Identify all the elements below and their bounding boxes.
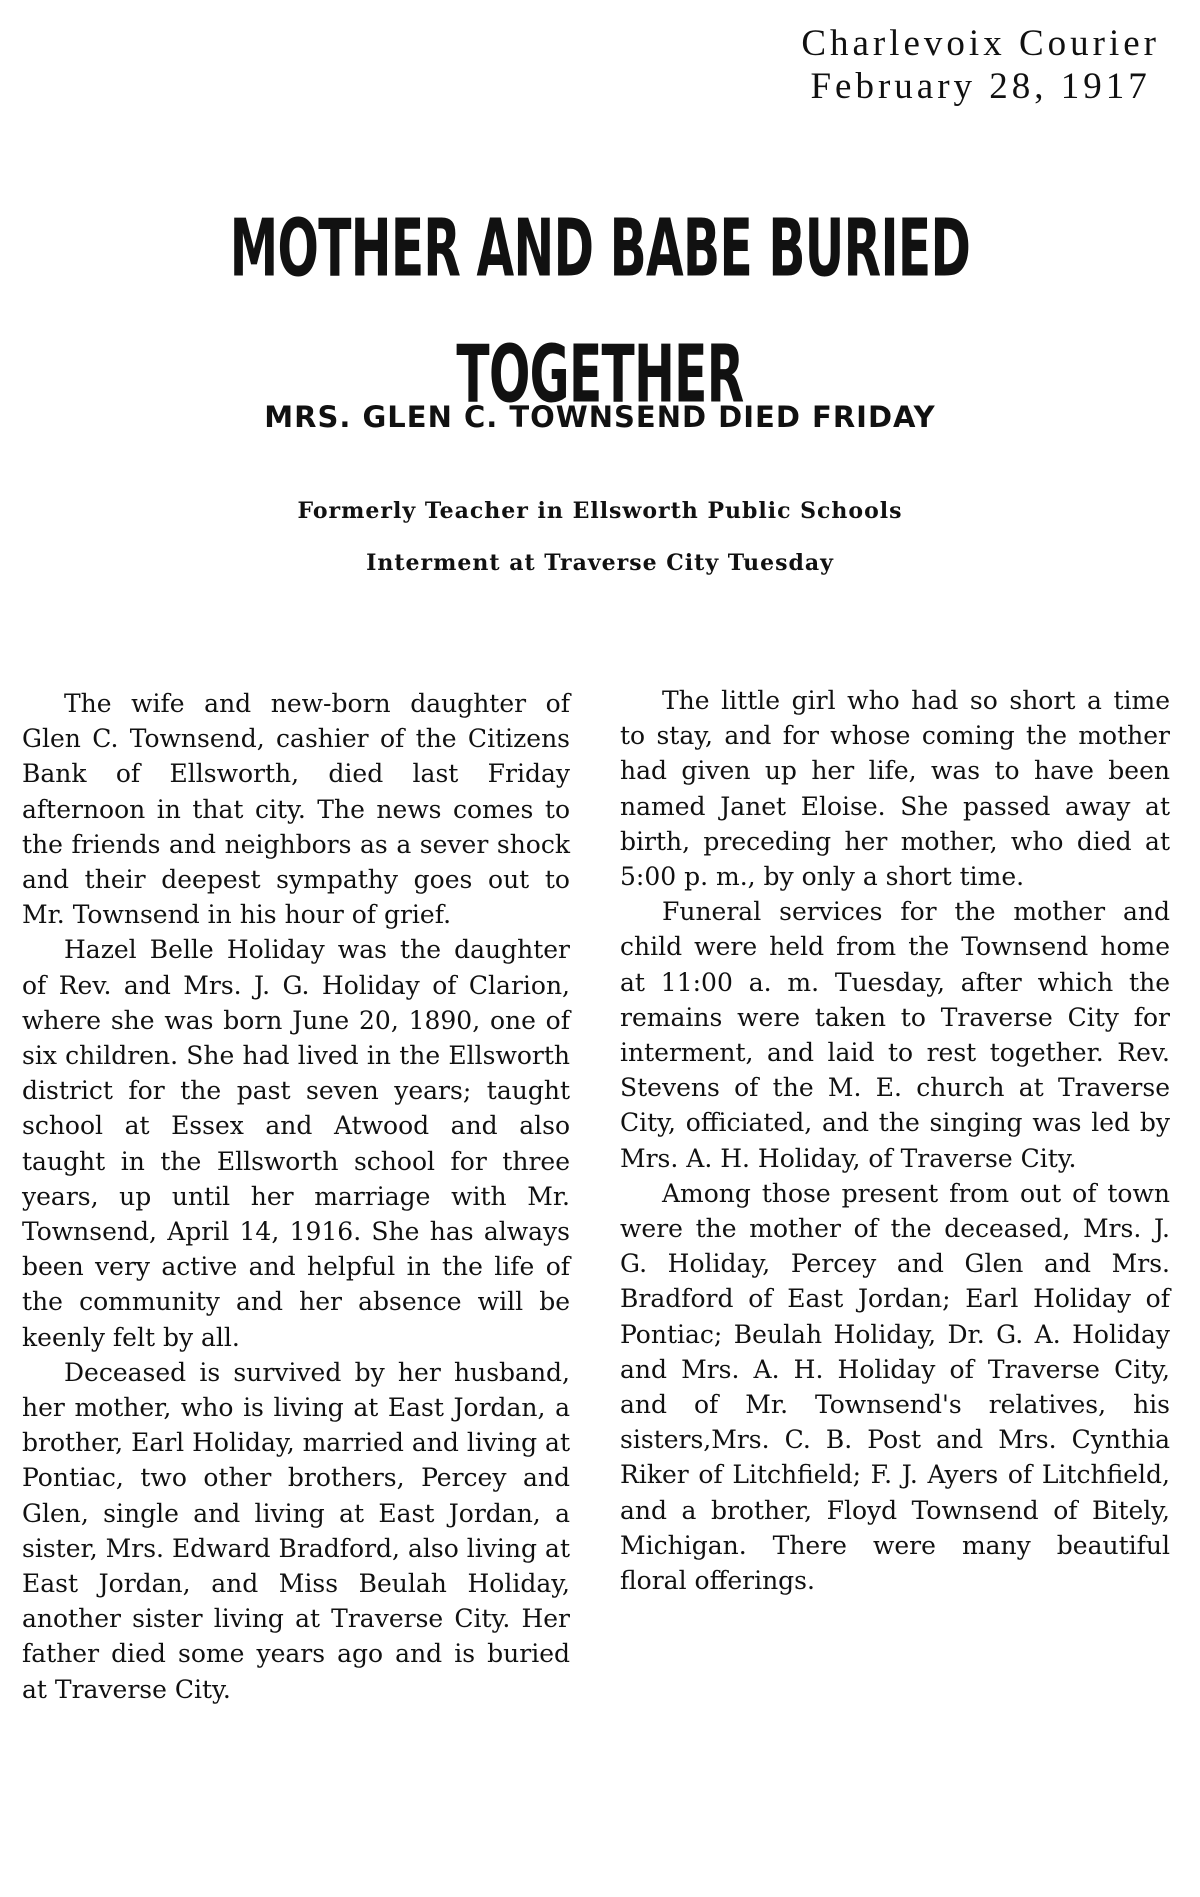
newspaper-name: Charlevoix Courier bbox=[801, 23, 1160, 64]
article-deck-line-2: Interment at Traverse City Tuesday bbox=[366, 550, 834, 576]
article-right-column bbox=[620, 683, 1170, 1598]
publication-date: February 28, 1917 bbox=[810, 66, 1151, 107]
article-paragraph: Funeral services for the mother and child were held from the Townsend home at 11:00 a. m. Tuesday, after which the remains were taken to Traverse City for interment, and laid to rest together. Rev. Stevens of the M. E. church at Traverse City, officiated, and the singing was led by Mrs. A. H. Holiday, of Traverse City. bbox=[620, 897, 1170, 1173]
article-paragraph: Hazel Belle Holiday was the daughter of Rev. and Mrs. J. G. Holiday of Clarion, where she was born June 20, 1890, one of six children. She had lived in the Ellsworth district for the past seven years; taught school at Essex and Atwood and also taught in the Ellsworth school for three years, up until her marriage with Mr. Townsend, April 14, 1916. She has always been very active and helpful in the life of the community and her absence will be keenly felt by all. bbox=[22, 935, 570, 1352]
article-paragraph: Among those present from out of town were the mother of the deceased, Mrs. J. G. Holiday, Percey and Glen and Mrs. Bradford of East Jordan; Earl Holiday of Pontiac; Beulah Holiday, Dr. G. A. Holiday and Mrs. A. H. Holiday of Traverse City, and of Mr. Townsend's relatives, his sisters,Mrs. C. B. Post and Mrs. Cynthia Riker of Litchfield; F. J. Ayers of Litchfield, and a brother, Floyd Townsend of Bitely, Michigan. There were many beautiful floral offerings. bbox=[620, 1178, 1170, 1596]
article-headline: MOTHER AND BABE BURIED TOGETHER bbox=[229, 200, 971, 421]
article-paragraph: The wife and new-born daughter of Glen C. Townsend, cashier of the Citizens Bank of Ellsworth, died last Friday afternoon in that city. The news comes to the friends and neighbors as a sever shock and their deepest sympathy goes out to Mr. Townsend in his hour of grief. bbox=[22, 689, 570, 930]
article-deck-line-1: Formerly Teacher in Ellsworth Public Schools bbox=[297, 498, 903, 524]
article-paragraph: Deceased is survived by her husband, her mother, who is living at East Jordan, a brother, Earl Holiday, married and living at Pontiac, two other brothers, Percey and Glen, single and living at East Jordan, a sister, Mrs. Edward Bradford, also living at East Jordan, and Miss Beulah Holiday, another sister living at Traverse City. Her father died some years ago and is buried at Traverse City. bbox=[22, 1357, 570, 1704]
article-subheadline: MRS. GLEN C. TOWNSEND DIED FRIDAY bbox=[264, 400, 936, 434]
newspaper-source bbox=[801, 22, 1160, 108]
article-left-column bbox=[22, 686, 570, 1707]
article-paragraph: The little girl who had so short a time to stay, and for whose coming the mother had given up her life, was to have been named Janet Eloise. She passed away at birth, preceding her mother, who died at 5:00 p. m., by only a short time. bbox=[620, 686, 1170, 892]
